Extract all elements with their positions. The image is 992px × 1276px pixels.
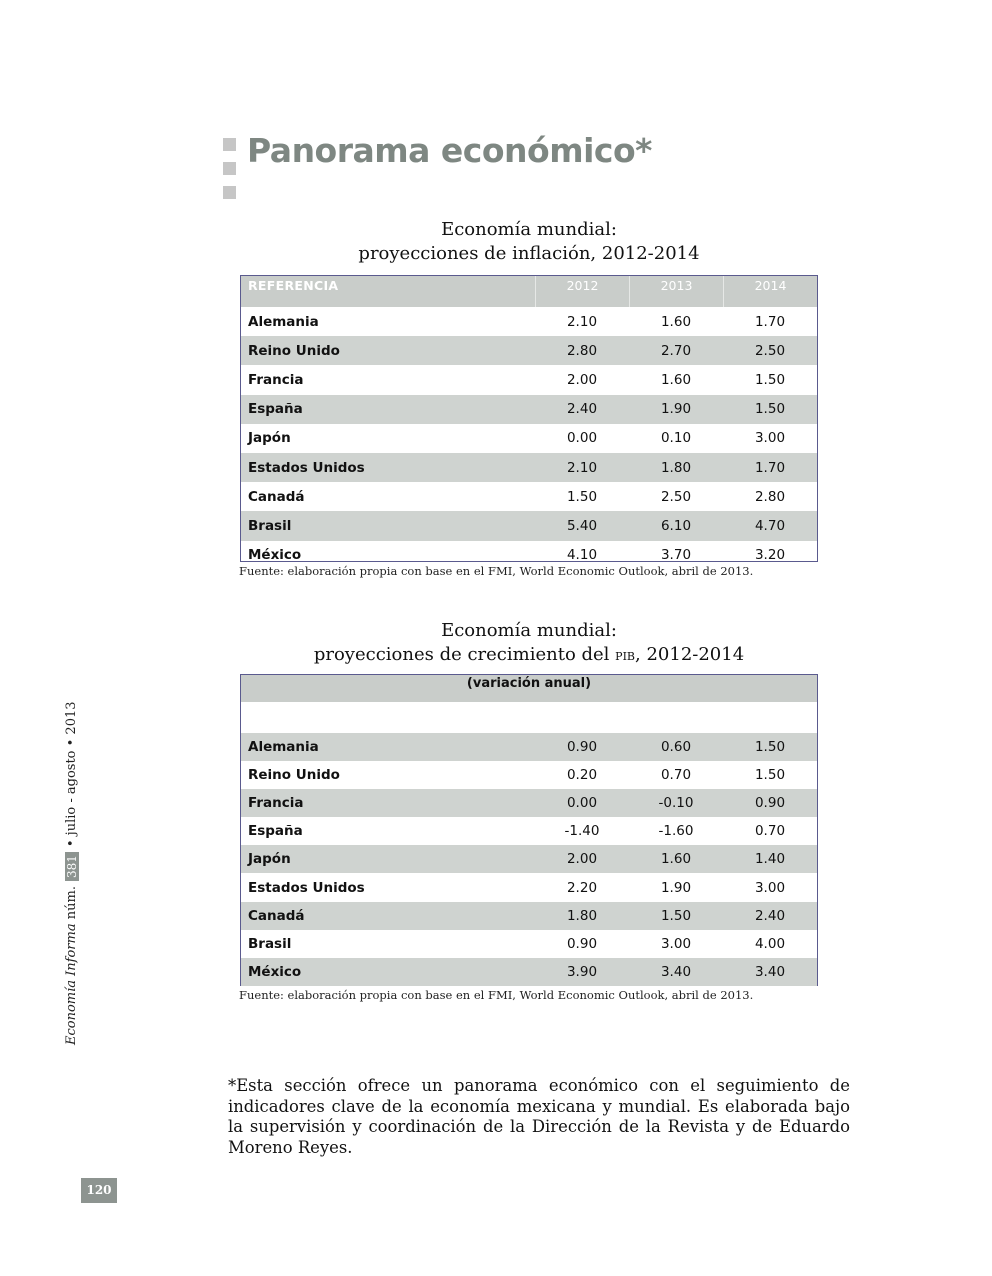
table1-title-line1: Economía mundial: — [441, 219, 617, 240]
country-cell: Reino Unido — [248, 342, 340, 359]
table-row — [241, 761, 817, 789]
value-2012: 0.00 — [566, 795, 598, 812]
value-2012: 2.10 — [566, 459, 598, 476]
value-2014: 0.70 — [754, 823, 786, 840]
country-cell: Japón — [248, 430, 291, 447]
country-cell: España — [248, 401, 303, 418]
table1-source: Fuente: elaboración propia con base en el FMI, World Economic Outlook, abril de 2013. — [239, 564, 754, 578]
magazine-name: Economía Informa — [64, 923, 79, 1045]
value-2014: 1.40 — [754, 851, 786, 868]
square-mark — [223, 138, 236, 151]
value-2012: 2.00 — [566, 371, 598, 388]
value-2013: 0.70 — [660, 767, 692, 784]
value-2014: 4.00 — [754, 935, 786, 952]
footnote: *Esta sección ofrece un panorama económico con el seguimiento de indicadores clave de la economía mexicana y mundial. Es elaborada bajo la supervisión y coordinación de la Dirección de la Revista y de Eduardo Moreno Reyes. — [228, 1076, 850, 1157]
header-2012: 2012 — [535, 276, 629, 307]
value-2013: 1.60 — [660, 313, 692, 330]
country-cell: España — [248, 823, 303, 840]
value-2012: 5.40 — [566, 517, 598, 534]
table-row — [241, 453, 817, 482]
table-row — [241, 733, 817, 761]
value-2014: 1.50 — [754, 401, 786, 418]
country-cell: Francia — [248, 371, 304, 388]
value-2013: 3.00 — [660, 935, 692, 952]
value-2012: -1.40 — [564, 823, 600, 840]
country-cell: Reino Unido — [248, 767, 340, 784]
side-running-head — [64, 685, 79, 1045]
table-row — [241, 789, 817, 817]
table-row — [241, 482, 817, 511]
value-2012: 1.50 — [566, 488, 598, 505]
table-row — [241, 873, 817, 901]
value-2012: 2.80 — [566, 342, 598, 359]
value-2013: 1.60 — [660, 371, 692, 388]
value-2014: 4.70 — [754, 517, 786, 534]
table2-title — [240, 619, 818, 667]
value-2014: 2.40 — [754, 907, 786, 924]
country-cell: Alemania — [248, 739, 319, 756]
country-cell: Francia — [248, 795, 304, 812]
value-2013: 1.50 — [660, 907, 692, 924]
value-2012: 0.20 — [566, 767, 598, 784]
issue-badge: 381 — [65, 852, 79, 881]
section-title: Panorama económico* — [247, 131, 652, 170]
country-cell: México — [248, 547, 302, 564]
value-2012: 2.40 — [566, 401, 598, 418]
value-2013: 3.40 — [660, 963, 692, 980]
value-2012: 0.90 — [566, 739, 598, 756]
country-cell: Alemania — [248, 313, 319, 330]
value-2014: 3.40 — [754, 963, 786, 980]
country-cell: México — [248, 963, 302, 980]
title-pib: pib — [615, 645, 636, 664]
square-mark — [223, 162, 236, 175]
header-2013: 2013 — [629, 276, 723, 307]
issue-period: • julio - agosto • 2013 — [64, 701, 79, 848]
table-row — [241, 817, 817, 845]
value-2014: 1.50 — [754, 767, 786, 784]
country-cell: Brasil — [248, 935, 292, 952]
value-2013: 2.70 — [660, 342, 692, 359]
value-2012: 2.00 — [566, 851, 598, 868]
table-row — [241, 845, 817, 873]
country-cell: Estados Unidos — [248, 879, 365, 896]
value-2014: 1.50 — [754, 371, 786, 388]
value-2014: 1.70 — [754, 313, 786, 330]
value-2013: 0.60 — [660, 739, 692, 756]
value-2014: 2.50 — [754, 342, 786, 359]
table-subtitle: (variación anual) — [241, 675, 817, 702]
value-2013: 1.80 — [660, 459, 692, 476]
table-blank-row — [241, 702, 817, 733]
value-2012: 4.10 — [566, 547, 598, 564]
country-cell: Japón — [248, 851, 291, 868]
square-mark — [223, 186, 236, 199]
value-2012: 0.00 — [566, 430, 598, 447]
country-cell: Canadá — [248, 907, 305, 924]
table2-title-line2 — [240, 643, 818, 667]
value-2013: -0.10 — [658, 795, 694, 812]
value-2014: 1.50 — [754, 739, 786, 756]
value-2014: 3.00 — [754, 430, 786, 447]
table-row — [241, 336, 817, 365]
table-row — [241, 511, 817, 540]
table2-title-line1: Economía mundial: — [441, 620, 617, 641]
value-2013: 6.10 — [660, 517, 692, 534]
table-row — [241, 930, 817, 958]
value-2012: 2.10 — [566, 313, 598, 330]
value-2012: 3.90 — [566, 963, 598, 980]
table-row — [241, 307, 817, 336]
value-2014: 0.90 — [754, 795, 786, 812]
table-header-row — [241, 276, 817, 307]
value-2013: 1.90 — [660, 879, 692, 896]
inflation-table — [240, 275, 818, 562]
value-2013: 1.60 — [660, 851, 692, 868]
country-cell: Brasil — [248, 517, 292, 534]
header-2014: 2014 — [723, 276, 817, 307]
country-cell: Canadá — [248, 488, 305, 505]
page-number: 120 — [81, 1178, 117, 1203]
table2-source: Fuente: elaboración propia con base en el FMI, World Economic Outlook, abril de 2013. — [239, 988, 754, 1002]
value-2012: 0.90 — [566, 935, 598, 952]
table-row — [241, 365, 817, 394]
decorative-squares — [223, 138, 237, 210]
value-2013: -1.60 — [658, 823, 694, 840]
table-row — [241, 958, 817, 986]
country-cell: Estados Unidos — [248, 459, 365, 476]
value-2013: 1.90 — [660, 401, 692, 418]
value-2014: 2.80 — [754, 488, 786, 505]
value-2014: 3.00 — [754, 879, 786, 896]
table-row — [241, 902, 817, 930]
num-label: núm. — [64, 886, 79, 920]
table1-title-line2: proyecciones de inflación, 2012-2014 — [358, 243, 700, 264]
header-referencia: REFERENCIA — [248, 278, 339, 293]
value-2012: 1.80 — [566, 907, 598, 924]
value-2014: 3.20 — [754, 547, 786, 564]
value-2014: 1.70 — [754, 459, 786, 476]
value-2013: 3.70 — [660, 547, 692, 564]
value-2013: 0.10 — [660, 430, 692, 447]
table1-title — [240, 218, 818, 266]
gdp-growth-table — [240, 674, 818, 986]
value-2012: 2.20 — [566, 879, 598, 896]
table-row — [241, 395, 817, 424]
table-row — [241, 424, 817, 453]
value-2013: 2.50 — [660, 488, 692, 505]
title-years: , 2012-2014 — [635, 644, 745, 665]
title-text: proyecciones de crecimiento del — [313, 644, 616, 665]
